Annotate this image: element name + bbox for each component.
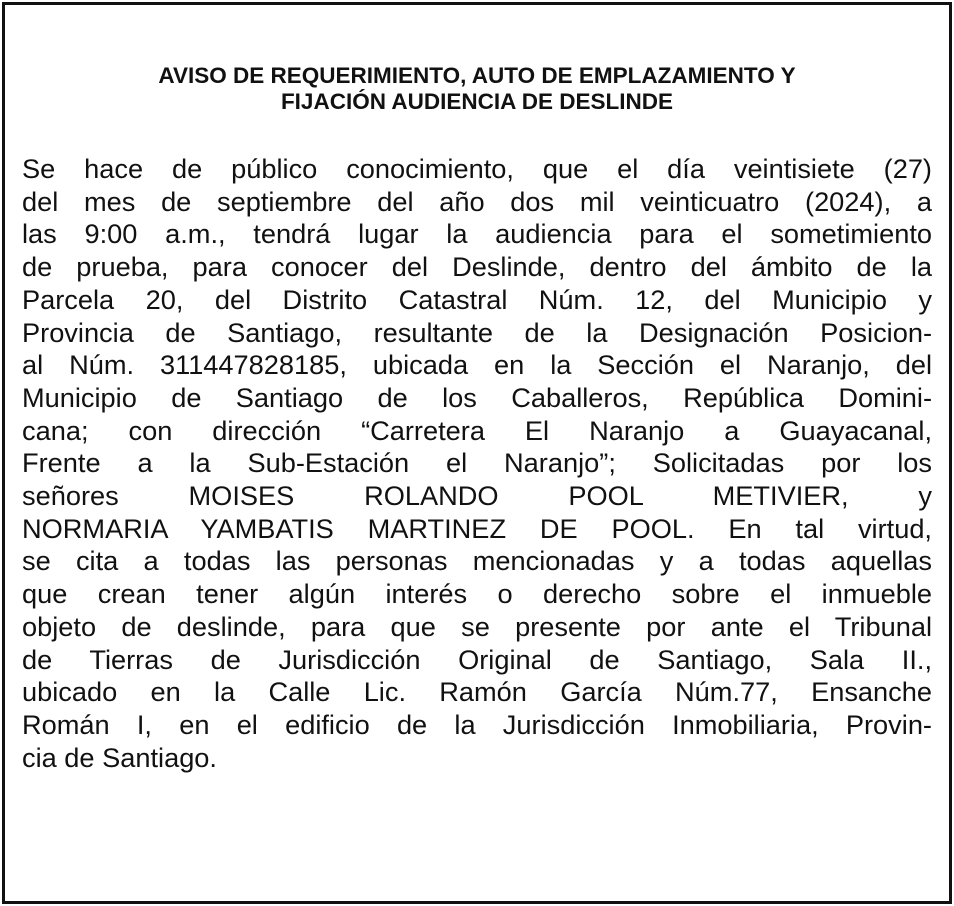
notice-body-line: objeto de deslinde, para que se presente por ante el Tribunal: [22, 610, 932, 642]
notice-body-line: Parcela 20, del Distrito Catastral Núm. 12, del Municipio y: [22, 283, 932, 315]
notice-body-line: de Tierras de Jurisdicción Original de Santiago, Sala II.,: [22, 643, 932, 675]
notice-body-line: NORMARIA YAMBATIS MARTINEZ DE POOL. En tal virtud,: [22, 512, 932, 544]
notice-body-line: Se hace de público conocimiento, que el día veintisiete (27): [22, 153, 932, 184]
notice-body-line: cana; con dirección “Carretera El Naranjo a Guayacanal,: [22, 414, 932, 446]
notice-body-line: señores MOISES ROLANDO POOL METIVIER, y: [22, 480, 932, 512]
notice-title: [35, 63, 919, 115]
notice-body-line: se cita a todas las personas mencionadas y a todas aquellas: [22, 545, 932, 577]
notice-body-line: ubicado en la Calle Lic. Ramón García Núm.77, Ensanche: [22, 676, 932, 708]
notice-body-line: Municipio de Santiago de los Caballeros, República Domini-: [22, 381, 932, 413]
notice-body-line: que crean tener algún interés o derecho sobre el inmueble: [22, 578, 932, 610]
notice-title-line: AVISO DE REQUERIMIENTO, AUTO DE EMPLAZAMIENTO Y: [158, 63, 796, 88]
notice-frame: [2, 2, 952, 904]
notice-body-line: las 9:00 a.m., tendrá lugar la audiencia para el sometimiento: [22, 218, 932, 250]
notice-body-line: al Núm. 311447828185, ubicada en la Sección el Naranjo, del: [22, 349, 932, 381]
notice-body-line: del mes de septiembre del año dos mil veinticuatro (2024), a: [22, 185, 932, 217]
notice-body-line: cia de Santiago.: [22, 741, 217, 773]
notice-body-line: Román I, en el edificio de la Jurisdicción Inmobiliaria, Provin-: [22, 708, 932, 740]
notice-body-line: de prueba, para conocer del Deslinde, dentro del ámbito de la: [22, 251, 932, 283]
notice-body-line: Provincia de Santiago, resultante de la Designación Posicion-: [22, 316, 932, 348]
notice-body: [22, 153, 932, 774]
notice-title-line: FIJACIÓN AUDIENCIA DE DESLINDE: [280, 89, 674, 114]
notice-body-line: Frente a la Sub-Estación el Naranjo”; Solicitadas por los: [22, 447, 932, 479]
